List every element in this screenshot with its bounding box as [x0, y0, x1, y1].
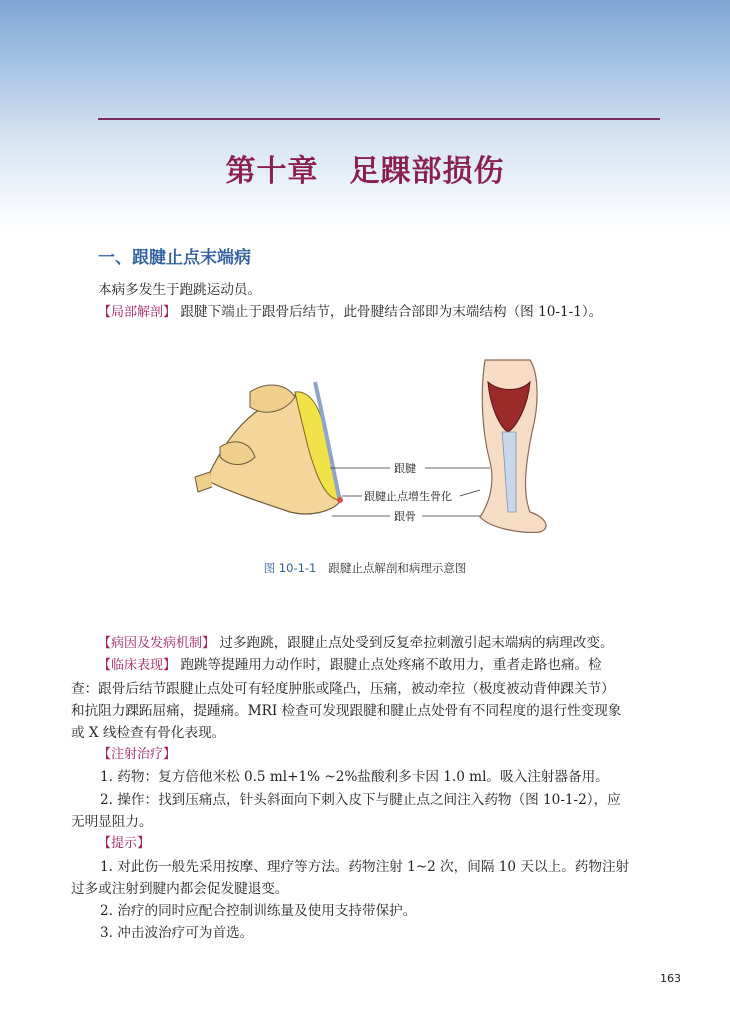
- chapter-title: 第十章 足踝部损伤: [225, 154, 505, 189]
- clinical-text-1: 跑跳等提踵用力动作时，跟腱止点处疼痛不敢用力，重者走路也痛。检: [180, 657, 602, 673]
- injection-tag-line: [98, 743, 176, 766]
- tips-item-2: 2. 治疗的同时应配合控制训练量及使用支持带保护。: [100, 903, 417, 919]
- page-number: 163: [660, 972, 681, 985]
- intro-paragraph: 本病多发生于跑跳运动员。: [98, 282, 262, 298]
- injection-item-1: 1. 药物：复方倍他米松 0.5 ml+1% ~2%盐酸利多卡因 1.0 ml。吸入注射器备用。: [100, 769, 609, 785]
- label-ossification: 跟腱止点增生骨化: [364, 490, 452, 503]
- tips-tag: 【提示】: [98, 836, 151, 851]
- figure-achilles-anatomy: [190, 352, 560, 542]
- tips-tag-line: [98, 832, 150, 855]
- figure-caption-text: 跟腱止点解剖和病理示意图: [328, 561, 467, 575]
- clinical-line-2: 查：跟骨后结节跟腱止点处可有轻度肿胀或隆凸，压痛，被动牵拉（极度被动背伸踝关节）: [71, 681, 615, 697]
- anatomy-text: 跟腱下端止于跟骨后结节，此骨腱结合部即为末端结构（图 10-1-1）。: [180, 304, 603, 320]
- figure-caption: [0, 560, 730, 576]
- figure-caption-number: 图 10-1-1: [263, 561, 317, 575]
- etiology-paragraph: [98, 632, 614, 655]
- etiology-tag: 【病因及发病机制】: [98, 636, 216, 651]
- header-band: [0, 0, 730, 230]
- clinical-line-4: 或 X 线检查有骨化表现。: [71, 725, 226, 741]
- tips-item-1-cont: 过多或注射到腱内都会促发腱退变。: [71, 881, 289, 897]
- tips-item-1: 1. 对此伤一般先采用按摩、理疗等方法。药物注射 1~2 次，间隔 10 天以上。药物注射: [100, 859, 630, 875]
- header-rule: [98, 118, 660, 120]
- label-line-ossification-right: [460, 490, 480, 496]
- anatomy-paragraph: [98, 301, 602, 324]
- lower-leg-illustration: [480, 360, 546, 532]
- injection-item-2: 2. 操作：找到压痛点，针头斜面向下刺入皮下与腱止点之间注入药物（图 10-1-2），应: [100, 792, 621, 808]
- clinical-tag: 【临床表现】: [98, 658, 177, 673]
- label-tendon: 跟腱: [394, 462, 416, 475]
- section-title: 一、跟腱止点末端病: [98, 248, 251, 268]
- anatomy-tag: 【局部解剖】: [98, 305, 177, 320]
- label-calcaneus: 跟骨: [394, 510, 416, 523]
- etiology-text: 过多跑跳，跟腱止点处受到反复牵拉刺激引起末端病的病理改变。: [219, 635, 614, 651]
- clinical-line-1: [98, 654, 602, 677]
- tips-item-3: 3. 冲击波治疗可为首选。: [100, 925, 254, 941]
- calcaneus-illustration: [195, 382, 343, 514]
- clinical-line-3: 和抗阻力踝跖屈痛，提踵痛。MRI 检查可发现跟腱和腱止点处骨有不同程度的退行性变现象: [71, 703, 622, 719]
- injection-tag: 【注射治疗】: [98, 747, 177, 762]
- injection-item-2-cont: 无明显阻力。: [71, 814, 153, 830]
